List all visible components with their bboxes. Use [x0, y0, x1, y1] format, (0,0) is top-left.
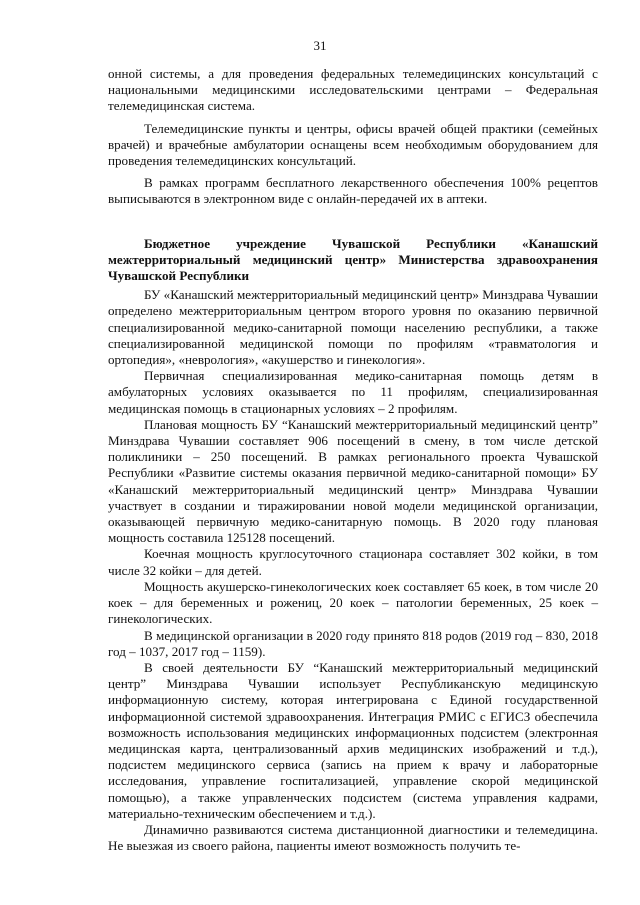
paragraph-continuation: онной системы, а для проведения федеральных телемедицинских консультаций с национальными медицинскими исследовательскими центрами – Федеральная телемедицинская система. [108, 66, 598, 114]
page-number: 31 [313, 38, 327, 53]
section-heading: Бюджетное учреждение Чувашской Республики «Канашский межтерриториальный медицинский центр» Министерства здравоохранения Чувашской Республики [108, 235, 598, 284]
paragraph-telemedicine-development: Динамично развиваются система дистанционной диагностики и телемедицина. Не выезжая из своего района, пациенты имеют возможность получить те- [108, 821, 598, 854]
paragraph-births: В медицинской организации в 2020 году принято 818 родов (2019 год – 830, 2018 год – 1037, 2017 год – 1159). [108, 627, 598, 659]
page-content [108, 66, 598, 854]
paragraph-obstetric-beds: Мощность акушерско-гинекологических коек составляет 65 коек, в том числе 20 коек – для беременных и рожениц, 20 коек – патологии беременных, 25 коек – гинекологических. [108, 578, 598, 627]
paragraph-prescriptions: В рамках программ бесплатного лекарственного обеспечения 100% рецептов выписываются в электронном виде с онлайн-передачей их в аптеки. [108, 175, 598, 207]
paragraph-telemedicine-points: Телемедицинские пункты и центры, офисы врачей общей практики (семейных врачей) и врачебные амбулатории оснащены всем необходимым оборудованием для проведения телемедицинских консультаций. [108, 120, 598, 169]
paragraph-planned-capacity: Плановая мощность БУ “Канашский межтерриториальный медицинский центр” Минздрава Чувашии составляет 906 посещений в смену, в том числе детской поликлиники – 250 посещений. В рамках регионального проекта Чувашской Республики «Развитие системы оказания первичной медико-санитарной помощи» БУ «Канашский межтерриториальный медицинский центр» Минздрава Чувашии участвует в создании и тиражировании новой модели медицинской организации, оказывающей первичную медико-санитарную помощь. В 2020 году плановая мощность составила 125128 посещений. [108, 416, 598, 546]
paragraph-center-status: БУ «Канашский межтерриториальный медицинский центр» Минздрава Чувашии определено межтерриториальным центром второго уровня по оказанию первичной специализированной медико-санитарной помощи населению республики, а также специализированной медицинской помощи по профилям «травматология и ортопедия», «неврология», «акушерство и гинекология». [108, 287, 598, 368]
paragraph-information-system: В своей деятельности БУ “Канашский межтерриториальный медицинский центр” Минздрава Чувашии использует Республиканскую медицинскую информационную систему, которая интегрирована с Единой государственной информационной системой здравоохранения. Интеграция РМИС с ЕГИСЗ обеспечила возможность использования медицинских информационных подсистем (электронная медицинская карта, централизованный архив медицинских изображений и т.д.), подсистем медицинского сервиса (запись на прием к врачу и лабораторные исследования, управление госпитализацией, управление скорой медицинской помощью), а также управленческих подсистем (система управления кадрами, материально-техническим обеспечением и т.д.). [108, 659, 598, 821]
paragraph-child-care: Первичная специализированная медико-санитарная помощь детям в амбулаторных условиях оказывается по 11 профилям, специализированная медицинская помощь в стационарных условиях – 2 профилям. [108, 368, 598, 416]
paragraph-bed-capacity: Коечная мощность круглосуточного стационара составляет 302 койки, в том числе 32 койки – для детей. [108, 546, 598, 578]
